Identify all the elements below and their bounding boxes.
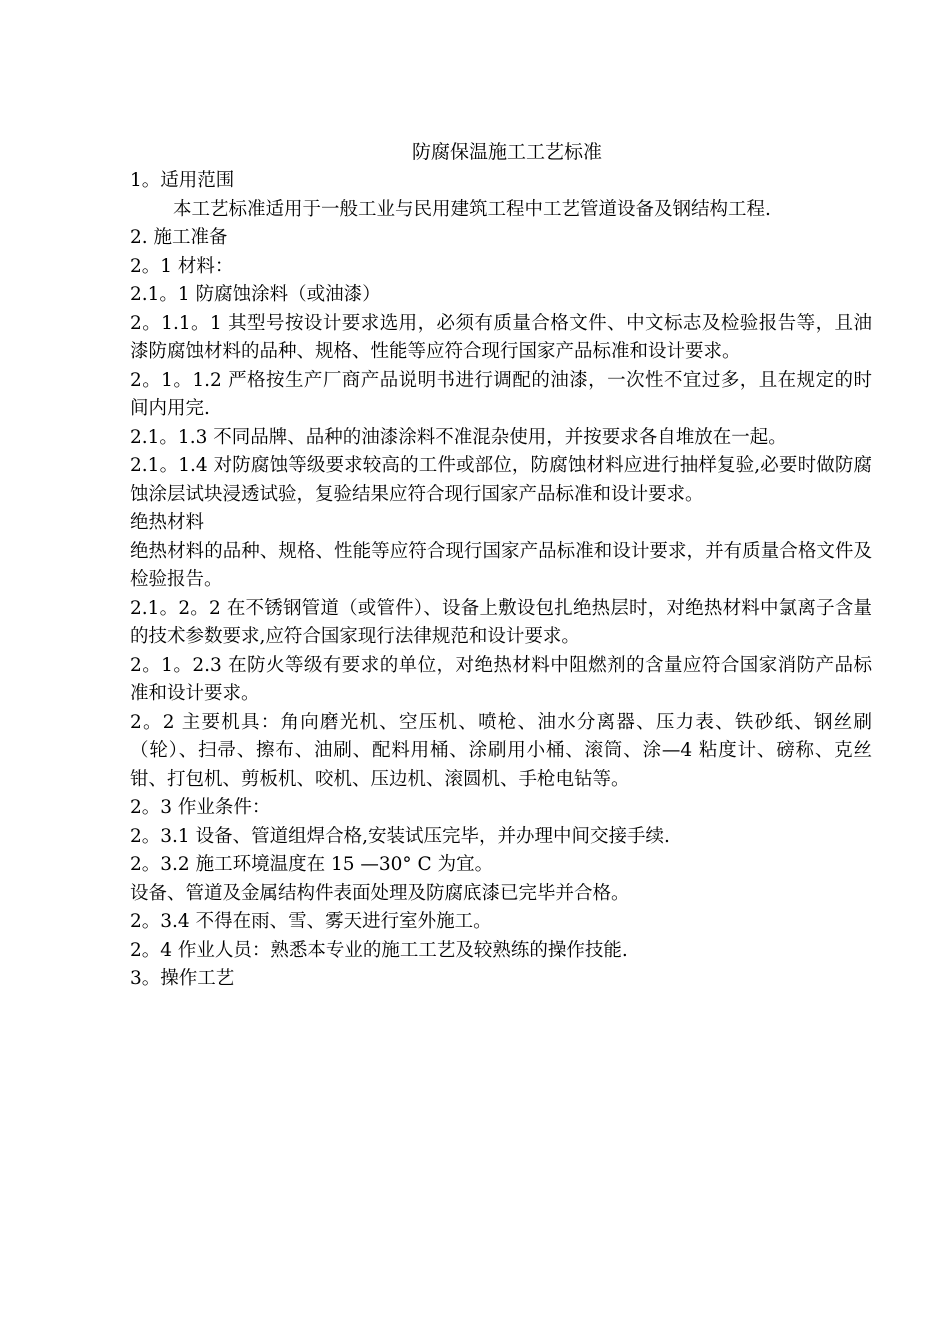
paragraph-coating-mixing: 2。1。1.2 严格按生产厂商产品说明书进行调配的油漆，一次性不宜过多，且在规定的时间内用完. [130,369,872,419]
paragraph-scope-text: 本工艺标准适用于一般工业与民用建筑工程中工艺管道设备及钢结构工程. [173,198,771,220]
paragraph-main-tools: 2。2 主要机具：角向磨光机、空压机、喷枪、油水分离器、压力表、铁砂纸、钢丝刷（轮）、扫帚、擦布、油刷、配料用桶、涂刷用小桶、滚筒、涂—4 粘度计、磅称、克丝钳、打包机、剪板机、咬机、压边机、滚圆机、手枪电钻等。 [130,711,872,790]
paragraph-coating-sampling: 2.1。1.4 对防腐蚀等级要求较高的工件或部位，防腐蚀材料应进行抽样复验,必要时做防腐蚀涂层试块浸透试验，复验结果应符合现行国家产品标准和设计要求。 [130,455,872,505]
paragraph-condition-surface: 设备、管道及金属结构件表面处理及防腐底漆已完毕并合格。 [130,882,630,904]
section-heading-process: 3。操作工艺 [130,968,235,989]
section-heading-preparation: 2. 施工准备 [130,227,228,248]
document-page [130,137,872,994]
subsection-heading-insulation: 绝热材料 [130,512,205,533]
paragraph-insulation-spec: 绝热材料的品种、规格、性能等应符合现行国家产品标准和设计要求，并有质量合格文件及检验报告。 [130,540,872,590]
paragraph-personnel: 2。4 作业人员：熟悉本专业的施工工艺及较熟练的操作技能. [130,939,628,961]
subsection-heading-coatings: 2.1。1 防腐蚀涂料（或油漆） [130,284,381,305]
paragraph-insulation-stainless: 2.1。2。2 在不锈钢管道（或管件）、设备上敷设包扎绝热层时，对绝热材料中氯离子含量的技术参数要求,应符合国家现行法律规范和设计要求。 [130,597,872,647]
paragraph-condition-welding: 2。3.1 设备、管道组焊合格,安装试压完毕，并办理中间交接手续. [130,825,670,847]
paragraph-condition-weather: 2。3.4 不得在雨、雪、雾天进行室外施工。 [130,911,492,932]
section-heading-scope: 1。适用范围 [130,170,235,191]
subsection-heading-materials: 2。1 材料： [130,255,234,277]
paragraph-insulation-fire: 2。1。2.3 在防火等级有要求的单位，对绝热材料中阻燃剂的含量应符合国家消防产品标准和设计要求。 [130,654,872,704]
paragraph-coating-model: 2。1.1。1 其型号按设计要求选用，必须有质量合格文件、中文标志及检验报告等，且油漆防腐蚀材料的品种、规格、性能等应符合现行国家产品标准和设计要求。 [130,312,872,362]
paragraph-coating-brands: 2.1。1.3 不同品牌、品种的油漆涂料不准混杂使用，并按要求各自堆放在一起。 [130,426,787,448]
paragraph-condition-temperature: 2。3.2 施工环境温度在 15 —30° C 为宜。 [130,854,494,875]
subsection-heading-conditions: 2。3 作业条件： [130,797,271,818]
document-title: 防腐保温施工工艺标准 [411,141,602,163]
